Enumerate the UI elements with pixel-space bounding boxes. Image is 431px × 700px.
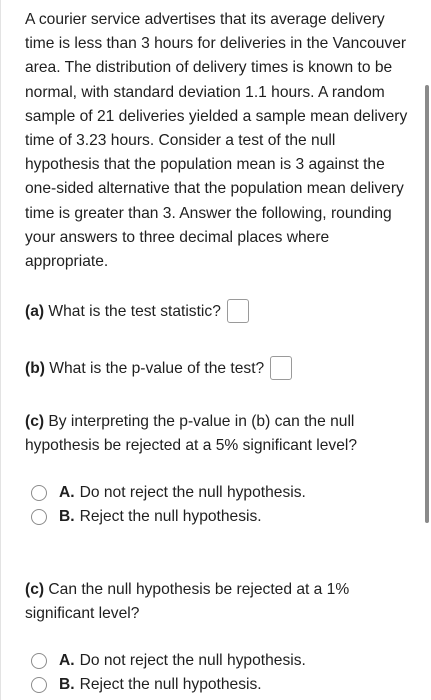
option-letter: B. xyxy=(59,676,75,693)
option-text: Do not reject the null hypothesis. xyxy=(79,652,306,669)
scrollbar-thumb[interactable] xyxy=(425,85,429,523)
answer-a-input[interactable] xyxy=(227,299,249,323)
c1-option-a[interactable] xyxy=(31,482,306,504)
question-a-text: What is the test statistic? xyxy=(48,303,221,321)
c2-option-a[interactable] xyxy=(31,650,306,672)
radio-button[interactable] xyxy=(31,677,47,693)
option-text: Reject the null hypothesis. xyxy=(79,676,262,693)
question-b xyxy=(25,357,292,381)
problem-statement: A courier service advertises that its average delivery time is less than 3 hours for deliveries in the Vancouver area. The distribution of delivery times is known to be normal, with standard deviation 1.1 hours. A random sample of 21 deliveries yielded a sample mean delivery time of 3.23 hours. Consider a test of the null hypothesis that the population mean is 3 against the one-sided alternative that the population mean delivery time is greater than 3. Answer the following, rounding your answers to three decimal places where appropriate. xyxy=(25,11,408,271)
radio-button[interactable] xyxy=(31,485,47,501)
c2-option-b[interactable] xyxy=(31,674,262,696)
question-c2-text: Can the null hypothesis be rejected at a 1% significant level? xyxy=(25,581,350,623)
question-b-text: What is the p-value of the test? xyxy=(49,360,265,378)
option-text: Do not reject the null hypothesis. xyxy=(79,484,306,501)
option-text: Reject the null hypothesis. xyxy=(79,508,262,525)
question-a-label: (a) xyxy=(25,303,45,321)
question-c1 xyxy=(25,410,410,458)
question-c1-text: By interpreting the p-value in (b) can the null hypothesis be rejected at a 5% significant level? xyxy=(25,413,357,455)
answer-b-input[interactable] xyxy=(270,356,292,380)
question-a xyxy=(25,300,249,324)
option-letter: B. xyxy=(59,508,75,525)
radio-button[interactable] xyxy=(31,653,47,669)
question-b-label: (b) xyxy=(25,360,45,378)
question-c1-label: (c) xyxy=(25,413,45,430)
option-letter: A. xyxy=(59,652,75,669)
question-c2-label: (c) xyxy=(25,581,45,598)
option-letter: A. xyxy=(59,484,75,501)
question-c2 xyxy=(25,578,410,626)
radio-button[interactable] xyxy=(31,509,47,525)
c1-option-b[interactable] xyxy=(31,506,262,528)
